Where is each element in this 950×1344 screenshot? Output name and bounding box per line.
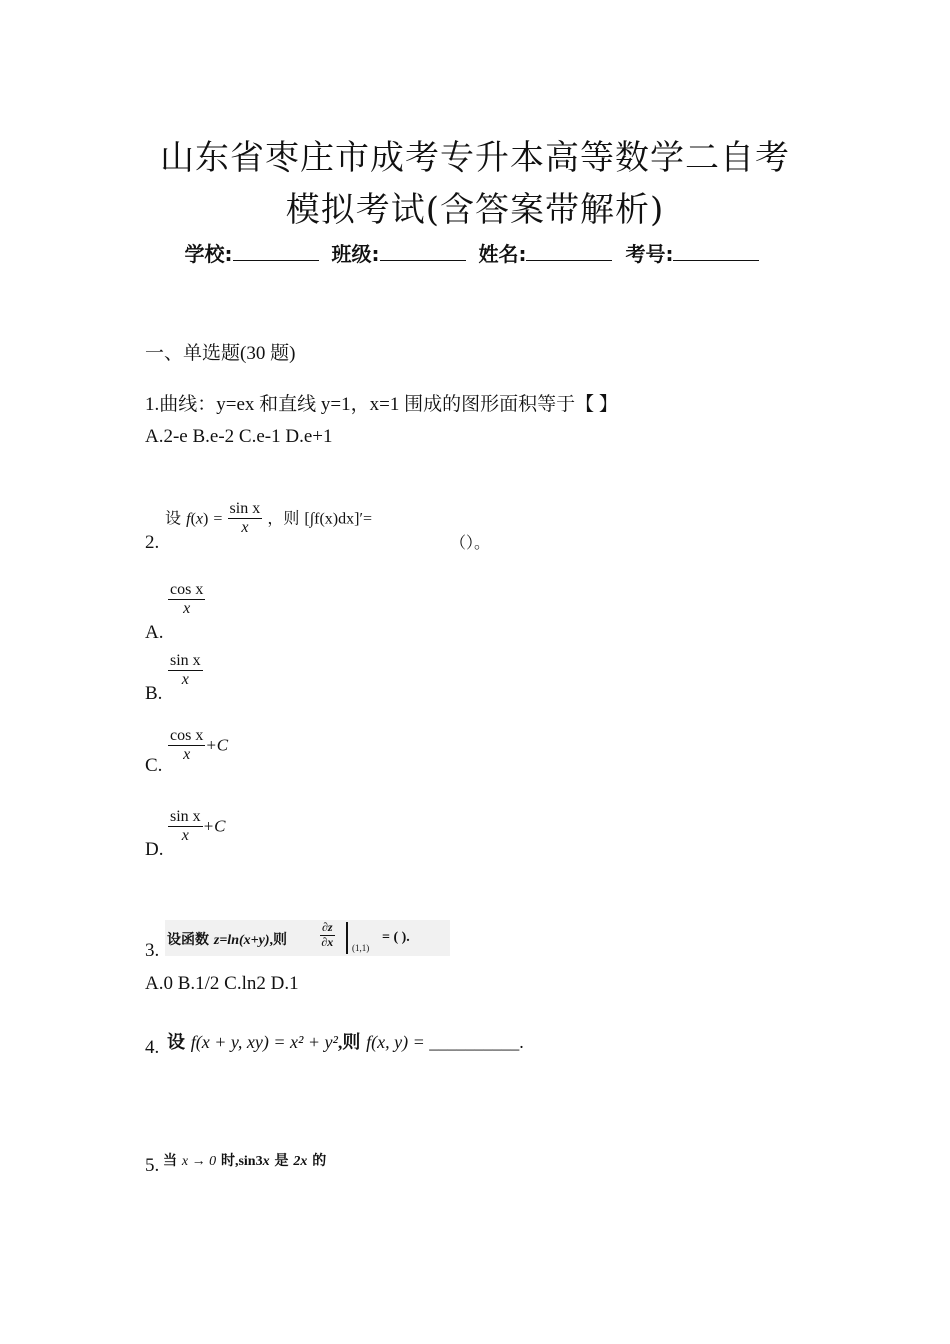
option-letter: D. [145,839,164,860]
question-4-formula: 设 f(x + y, xy) = x² + y²,则 f(x, y) = __________. [167,1032,524,1052]
question-1-options: A.2-e B.e-2 C.e-1 D.e+1 [145,426,333,447]
section-heading: 一、单选题(30 题) [145,343,296,364]
question-text: 曲线：y=ex 和直线 y=1，x=1 围成的图形面积等于【 】 [159,394,618,415]
name-blank[interactable] [526,242,612,261]
question-5-formula: 当 x → 0 时,sin3x 是 2x 的 [163,1154,327,1169]
school-label: 学校: [184,242,233,266]
fraction: $\frac{\text{cos x}}{x}$ [170,581,204,618]
question-3-options: A.0 B.1/2 C.ln2 D.1 [145,973,299,994]
name-label: 姓名: [478,242,527,266]
question-number: 3. [145,940,160,961]
school-blank[interactable] [233,242,319,261]
option-letter: C. [145,755,163,776]
fraction: $\frac{\text{sin x}}{x}$ [170,652,201,689]
class-blank[interactable] [380,242,466,261]
question-number: 4. [145,1037,160,1058]
student-info-line [0,238,950,267]
question-3-formula: 设函数 z=ln(x+y),则 $\frac{\partial z}{\partial x}$ (1,1) = ( ). [165,920,450,956]
option-letter: A. [145,622,164,643]
option-d-formula: $\frac{\text{sin x}}{x}$ +C [170,808,226,845]
question-2-tail: （）。 [450,535,491,552]
document-title-line-1: 山东省枣庄市成考专升本高等数学二自考 [160,138,790,178]
question-number: 2. [145,532,160,553]
question-number: 1. [145,394,160,415]
question-number: 5. [145,1155,160,1176]
option-c-formula: $\frac{\text{cos x}}{x}$ +C [170,727,229,764]
option-a-formula [168,581,205,619]
fraction: $\frac{\text{sin x}}{x}$ [229,500,261,537]
class-label: 班级: [331,242,380,266]
fraction: $\frac{\text{sin x}}{x}$ [170,808,201,845]
option-letter: B. [145,683,163,704]
exam-number-blank[interactable] [673,242,759,261]
question-2-formula: 设 f(x) = $\frac{\text{sin x}}{x}$ ，则 [∫f(x)dx]′= [165,500,372,537]
document-title-line-2: 模拟考试(含答案带解析) [285,190,665,230]
partial-fraction: $\frac{\partial z}{\partial x}$ [321,920,334,949]
exam-number-label: 考号: [625,242,674,266]
question-1 [145,389,618,416]
fraction: $\frac{\text{cos x}}{x}$ [170,727,204,764]
option-b-formula [168,652,203,690]
